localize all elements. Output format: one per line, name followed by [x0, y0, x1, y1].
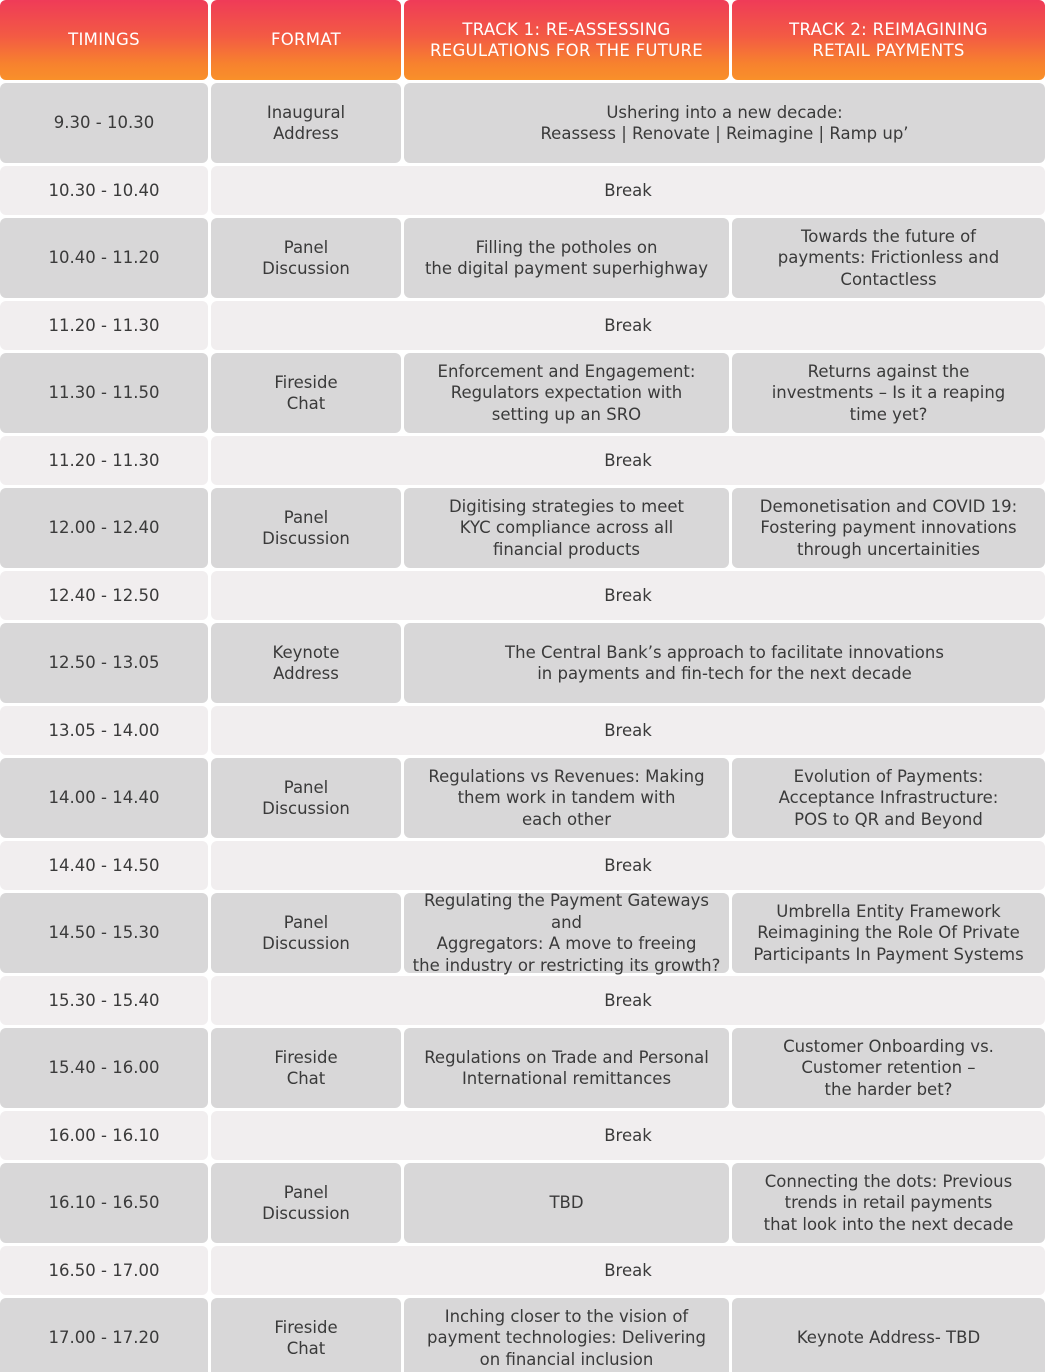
break-cell: Break — [211, 301, 1045, 350]
timing-cell: 16.00 - 16.10 — [0, 1111, 208, 1160]
track2-session-title: Keynote Address- TBD — [732, 1298, 1045, 1372]
timing-cell: 15.40 - 16.00 — [0, 1028, 208, 1108]
track2-session-title: Umbrella Entity Framework Reimagining the Role Of Private Participants In Payment Systems — [732, 893, 1045, 973]
session-title-combined: Ushering into a new decade: Reassess | Renovate | Reimagine | Ramp up’ — [404, 83, 1045, 163]
format-cell: Keynote Address — [211, 623, 401, 703]
track1-session-title: Regulations on Trade and Personal International remittances — [404, 1028, 729, 1108]
break-cell: Break — [211, 166, 1045, 215]
format-cell: Fireside Chat — [211, 1028, 401, 1108]
format-cell: Panel Discussion — [211, 1163, 401, 1243]
timing-cell: 14.40 - 14.50 — [0, 841, 208, 890]
break-cell: Break — [211, 1246, 1045, 1295]
track2-session-title: Connecting the dots: Previous trends in retail payments that look into the next decade — [732, 1163, 1045, 1243]
track1-session-title: Regulations vs Revenues: Making them work in tandem with each other — [404, 758, 729, 838]
timing-cell: 13.05 - 14.00 — [0, 706, 208, 755]
format-cell: Panel Discussion — [211, 488, 401, 568]
timing-cell: 12.00 - 12.40 — [0, 488, 208, 568]
timing-cell: 11.30 - 11.50 — [0, 353, 208, 433]
session-title-combined: The Central Bank’s approach to facilitate innovations in payments and fin-tech for the next decade — [404, 623, 1045, 703]
timing-cell: 14.50 - 15.30 — [0, 893, 208, 973]
format-cell: Panel Discussion — [211, 758, 401, 838]
format-cell: Panel Discussion — [211, 893, 401, 973]
header-track1: TRACK 1: RE-ASSESSING REGULATIONS FOR THE FUTURE — [404, 0, 729, 80]
timing-cell: 16.10 - 16.50 — [0, 1163, 208, 1243]
header-timings: TIMINGS — [0, 0, 208, 80]
track1-session-title: Regulating the Payment Gateways and Aggregators: A move to freeing the industry or restricting its growth? — [404, 893, 729, 973]
timing-cell: 10.40 - 11.20 — [0, 218, 208, 298]
track2-session-title: Demonetisation and COVID 19: Fostering payment innovations through uncertainities — [732, 488, 1045, 568]
timing-cell: 14.00 - 14.40 — [0, 758, 208, 838]
track1-session-title: Digitising strategies to meet KYC compliance across all financial products — [404, 488, 729, 568]
format-cell: Fireside Chat — [211, 353, 401, 433]
timing-cell: 16.50 - 17.00 — [0, 1246, 208, 1295]
format-cell: Panel Discussion — [211, 218, 401, 298]
track2-session-title: Customer Onboarding vs. Customer retention – the harder bet? — [732, 1028, 1045, 1108]
track1-session-title: Filling the potholes on the digital payment superhighway — [404, 218, 729, 298]
track2-session-title: Evolution of Payments: Acceptance Infrastructure: POS to QR and Beyond — [732, 758, 1045, 838]
timing-cell: 12.40 - 12.50 — [0, 571, 208, 620]
timing-cell: 9.30 - 10.30 — [0, 83, 208, 163]
header-format: FORMAT — [211, 0, 401, 80]
break-cell: Break — [211, 976, 1045, 1025]
track1-session-title: Enforcement and Engagement: Regulators expectation with setting up an SRO — [404, 353, 729, 433]
timing-cell: 17.00 - 17.20 — [0, 1298, 208, 1372]
format-cell: Inaugural Address — [211, 83, 401, 163]
track2-session-title: Towards the future of payments: Frictionless and Contactless — [732, 218, 1045, 298]
timing-cell: 10.30 - 10.40 — [0, 166, 208, 215]
break-cell: Break — [211, 436, 1045, 485]
track2-session-title: Returns against the investments – Is it a reaping time yet? — [732, 353, 1045, 433]
timing-cell: 11.20 - 11.30 — [0, 436, 208, 485]
timing-cell: 12.50 - 13.05 — [0, 623, 208, 703]
break-cell: Break — [211, 1111, 1045, 1160]
header-track2: TRACK 2: REIMAGINING RETAIL PAYMENTS — [732, 0, 1045, 80]
break-cell: Break — [211, 571, 1045, 620]
format-cell: Fireside Chat — [211, 1298, 401, 1372]
timing-cell: 11.20 - 11.30 — [0, 301, 208, 350]
track1-session-title: Inching closer to the vision of payment technologies: Delivering on financial inclusion — [404, 1298, 729, 1372]
break-cell: Break — [211, 841, 1045, 890]
track1-session-title: TBD — [404, 1163, 729, 1243]
timing-cell: 15.30 - 15.40 — [0, 976, 208, 1025]
break-cell: Break — [211, 706, 1045, 755]
